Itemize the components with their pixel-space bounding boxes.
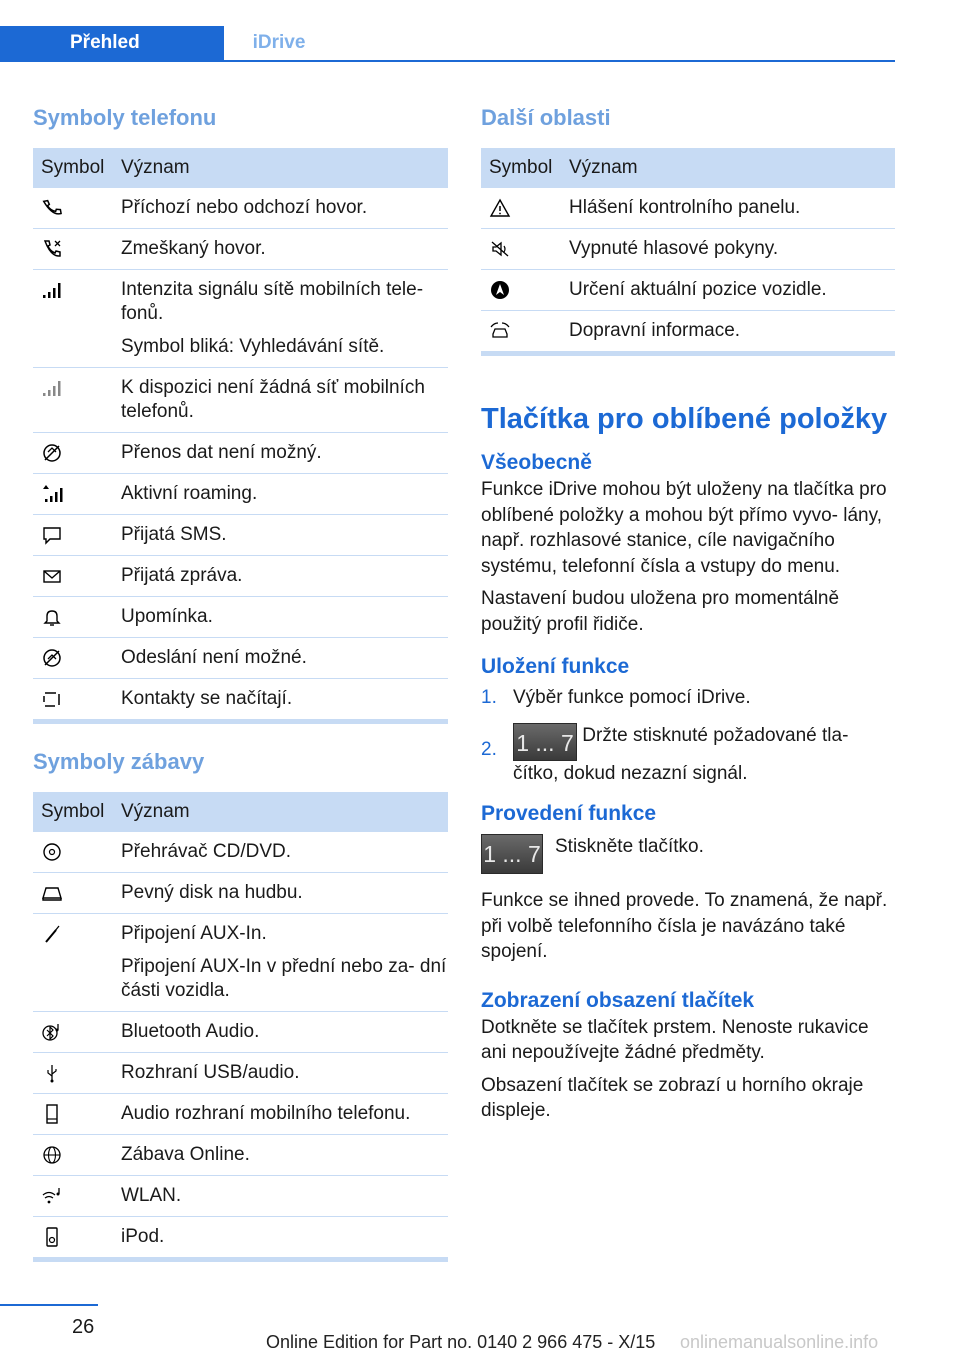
online-entertainment-icon bbox=[41, 1144, 63, 1166]
no-data-icon bbox=[41, 442, 63, 464]
entertainment-symbols-title: Symboly zábavy bbox=[33, 749, 205, 774]
tab-idrive[interactable]: iDrive bbox=[252, 32, 306, 53]
phone-call-icon bbox=[41, 197, 63, 219]
table-row: Hlášení kontrolního panelu. bbox=[481, 188, 895, 229]
col-symbol: Symbol bbox=[481, 148, 561, 188]
cd-icon bbox=[41, 841, 63, 863]
table-row: K dispozici není žádná síť mobilních telefonů. bbox=[33, 368, 448, 433]
list-item: 2. 1 ... 7 Držte stisknuté požadované tla‐ čítko, dokud nezazní signál. bbox=[481, 724, 849, 784]
table-row: Přijatá SMS. bbox=[33, 515, 448, 556]
general-paragraph-2: Nastavení budou uložena pro momentálně použitý profil řidiče. bbox=[481, 588, 840, 635]
bell-icon bbox=[41, 606, 63, 628]
table-end-bar bbox=[33, 719, 448, 724]
warning-triangle-icon bbox=[489, 197, 511, 219]
watermark: onlinemanualsonline.info bbox=[680, 1332, 879, 1352]
send-blocked-icon bbox=[41, 647, 63, 669]
favorite-key-button: 1 ... 7 bbox=[513, 723, 577, 761]
other-symbols-table bbox=[481, 148, 895, 351]
execute-row bbox=[481, 834, 895, 882]
footer-rule bbox=[0, 1304, 98, 1306]
table-end-bar bbox=[33, 1257, 448, 1262]
page-number: 26 bbox=[72, 1316, 95, 1338]
list-item: 1. Výběr funkce pomocí iDrive. bbox=[481, 687, 751, 708]
traffic-info-icon bbox=[489, 320, 511, 342]
display-assignment-title: Zobrazení obsazení tlačítek bbox=[481, 988, 755, 1012]
missed-call-icon bbox=[41, 238, 63, 260]
table-row: Aktivní roaming. bbox=[33, 474, 448, 515]
save-function-title: Uložení funkce bbox=[481, 655, 630, 678]
save-steps-list bbox=[481, 685, 895, 786]
sms-icon bbox=[41, 524, 63, 546]
favorites-heading: Tlačítka pro oblíbené položky bbox=[481, 403, 888, 435]
roaming-icon bbox=[41, 483, 63, 505]
general-title: Všeobecně bbox=[481, 451, 592, 474]
col-symbol: Symbol bbox=[33, 792, 113, 832]
table-row: Přijatá zpráva. bbox=[33, 556, 448, 597]
envelope-icon bbox=[41, 565, 63, 587]
table-row: Příchozí nebo odchozí hovor. bbox=[33, 188, 448, 229]
ipod-icon bbox=[41, 1226, 63, 1248]
hard-disk-icon bbox=[41, 882, 63, 904]
table-row: Upomínka. bbox=[33, 597, 448, 638]
bluetooth-audio-icon bbox=[41, 1021, 63, 1043]
col-symbol: Symbol bbox=[33, 148, 113, 188]
table-row: Přenos dat není možný. bbox=[33, 433, 448, 474]
table-row: Bluetooth Audio. bbox=[33, 1012, 448, 1053]
mobile-phone-icon bbox=[41, 1103, 63, 1125]
signal-strength-icon bbox=[41, 279, 63, 301]
table-row: Odeslání není možné. bbox=[33, 638, 448, 679]
usb-icon bbox=[41, 1062, 63, 1084]
table-row: Zmeškaný hovor. bbox=[33, 229, 448, 270]
table-row: Rozhraní USB/audio. bbox=[33, 1053, 448, 1094]
table-row: Dopravní informace. bbox=[481, 311, 895, 352]
table-row: WLAN. bbox=[33, 1176, 448, 1217]
entertainment-symbols-table bbox=[33, 792, 448, 1257]
table-row: Přehrávač CD/DVD. bbox=[33, 832, 448, 873]
table-row: Kontakty se načítají. bbox=[33, 679, 448, 720]
table-row: Pevný disk na hudbu. bbox=[33, 873, 448, 914]
left-column bbox=[33, 100, 448, 1262]
table-row: iPod. bbox=[33, 1217, 448, 1258]
position-icon bbox=[489, 279, 511, 301]
phone-symbols-title: Symboly telefonu bbox=[33, 105, 217, 130]
contacts-loading-icon bbox=[41, 688, 63, 710]
execute-instruction: Stiskněte tlačítko. bbox=[555, 836, 704, 857]
wlan-icon bbox=[41, 1185, 63, 1207]
table-row: Vypnuté hlasové pokyny. bbox=[481, 229, 895, 270]
display-paragraph-2: Obsazení tlačítek se zobrazí u horního okraje displeje. bbox=[481, 1074, 864, 1121]
tab-prehled[interactable]: Přehled bbox=[0, 26, 224, 60]
header-tabbar bbox=[0, 26, 895, 62]
no-signal-icon bbox=[41, 377, 63, 399]
execute-paragraph: Funkce se ihned provede. To znamená, že např. při volbě telefonního čísla je navázáno také spojení. bbox=[481, 890, 888, 962]
right-column bbox=[481, 100, 895, 1124]
footer-edition-text: Online Edition for Part no. 0140 2 966 475 - X/15 bbox=[266, 1332, 656, 1352]
table-row: Připojení AUX-In. Připojení AUX-In v přední nebo za‐ dní části vozidla. bbox=[33, 914, 448, 1012]
table-row: Intenzita signálu sítě mobilních tele‐ fonů. Symbol bliká: Vyhledávání sítě. bbox=[33, 270, 448, 368]
general-paragraph-1: Funkce iDrive mohou být uloženy na tlačítka pro oblíbené položky a mohou být přímo vyvo‐ lány, např. rozhlasové stanice, cíle navigačního systému, telefonní čísla a vstupy do menu. bbox=[481, 479, 887, 577]
other-areas-title: Další oblasti bbox=[481, 105, 611, 130]
table-end-bar bbox=[481, 351, 895, 356]
favorite-key-button: 1 ... 7 bbox=[481, 834, 543, 874]
aux-plug-icon bbox=[41, 923, 63, 945]
execute-function-title: Provedení funkce bbox=[481, 802, 657, 825]
table-row: Audio rozhraní mobilního telefonu. bbox=[33, 1094, 448, 1135]
table-row: Zábava Online. bbox=[33, 1135, 448, 1176]
voice-muted-icon bbox=[489, 238, 511, 260]
col-meaning: Význam bbox=[113, 148, 448, 188]
display-paragraph-1: Dotkněte se tlačítek prstem. Nenoste rukavice ani nepoužívejte žádné předměty. bbox=[481, 1016, 869, 1063]
phone-symbols-table bbox=[33, 148, 448, 719]
col-meaning: Význam bbox=[113, 792, 448, 832]
col-meaning: Význam bbox=[561, 148, 895, 188]
table-row: Určení aktuální pozice vozidle. bbox=[481, 270, 895, 311]
